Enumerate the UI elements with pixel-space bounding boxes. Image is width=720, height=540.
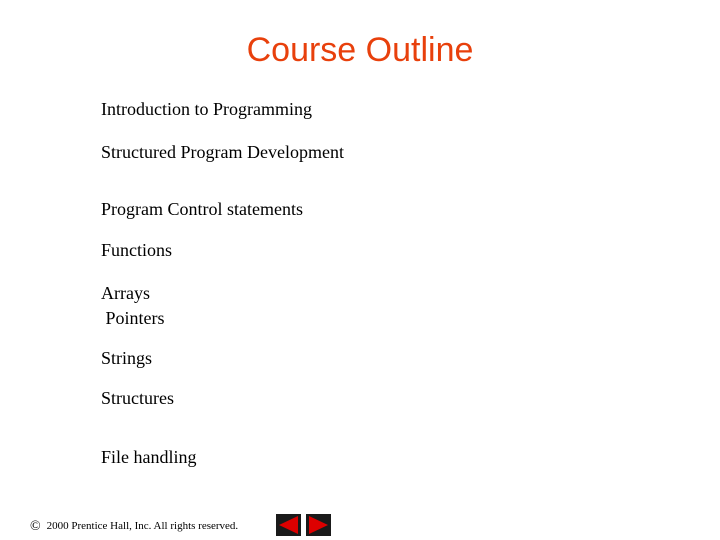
previous-slide-button[interactable] <box>276 514 301 536</box>
outline-item-file-handling: File handling <box>101 447 197 467</box>
copyright-text: 2000 Prentice Hall, Inc. All rights reserved. <box>46 520 239 532</box>
outline-item-structured: Structured Program Development <box>101 142 344 162</box>
outline-item-strings: Strings <box>101 348 153 368</box>
copyright-footer <box>30 519 238 534</box>
outline-item-functions: Functions <box>101 240 173 260</box>
outline-item-control: Program Control statements <box>101 199 303 219</box>
outline-item-introduction: Introduction to Programming <box>101 99 312 119</box>
copyright-icon: © <box>30 519 41 534</box>
next-slide-button[interactable] <box>306 514 331 536</box>
slide-title: Course Outline <box>246 31 474 69</box>
outline-item-arrays: Arrays <box>101 283 150 303</box>
outline-item-structures: Structures <box>101 388 174 408</box>
outline-item-pointers: Pointers <box>101 308 165 328</box>
